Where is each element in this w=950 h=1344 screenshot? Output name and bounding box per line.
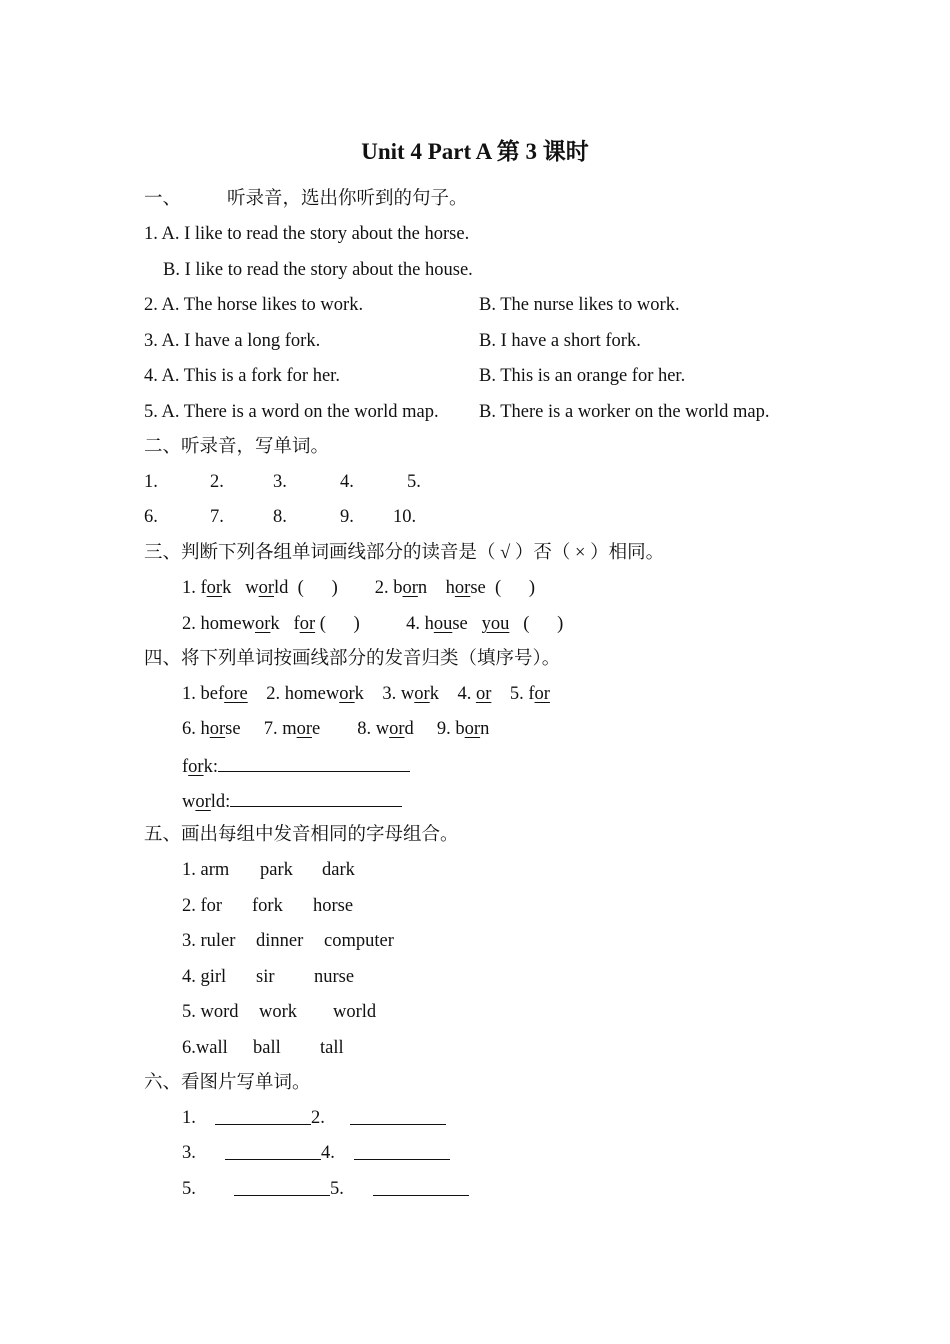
s2-num-7: 7. <box>210 507 224 527</box>
s2-num-4: 4. <box>340 472 354 492</box>
s4-word-8: 8. word <box>357 719 414 739</box>
section-6-heading: 六、看图片写单词。 <box>144 1073 311 1093</box>
page-title: Unit 4 Part A 第 3 课时 <box>361 139 589 164</box>
s3-q3-number: 2. <box>182 614 201 634</box>
s1-q4-option-b: B. This is an orange for her. <box>479 366 686 386</box>
s4-word-2: 2. homework <box>266 684 364 704</box>
s4-fork-blank[interactable] <box>218 753 410 772</box>
s3-row-1 <box>182 576 535 600</box>
s6-row-1-blank-wrap-2 <box>350 1106 446 1132</box>
s3-word-world: world <box>245 578 289 598</box>
section-1-instruction: 听录音，选出你听到的句子。 <box>227 189 468 209</box>
s2-num-10: 10. <box>393 507 417 527</box>
s3-word-horse: horse <box>445 578 486 598</box>
section-1-number: 一、 <box>144 189 182 209</box>
s5-group-4-word-3[interactable]: nurse <box>314 967 355 987</box>
s5-group-4-word-2[interactable]: sir <box>256 967 275 987</box>
s2-num-3: 3. <box>273 472 287 492</box>
s4-fork-label: fork: <box>182 757 218 777</box>
s5-group-1-word-2[interactable]: park <box>260 860 293 880</box>
s6-row-2-blank-wrap <box>225 1141 321 1167</box>
s4-word-5: 5. for <box>509 684 550 704</box>
s1-q3-option-a: 3. A. I have a long fork. <box>144 331 321 351</box>
s3-word-homework: homework <box>200 614 280 634</box>
s4-row-1 <box>182 682 550 706</box>
s6-blank-1[interactable] <box>215 1106 311 1125</box>
s4-word-1: 1. before <box>182 684 248 704</box>
s4-word-4: 4. or <box>457 684 492 704</box>
s3-answer-paren-4[interactable]: ( ) <box>523 614 564 634</box>
s6-row-2-blank-wrap-2 <box>354 1141 450 1167</box>
s4-world-blank[interactable] <box>230 788 402 807</box>
s5-group-6-word-3[interactable]: tall <box>320 1038 344 1058</box>
section-2-heading: 二、听录音，写单词。 <box>144 437 330 457</box>
s6-row-1-blank-wrap <box>215 1106 311 1132</box>
s6-blank-6[interactable] <box>373 1177 469 1196</box>
s5-group-5-word-1[interactable]: 5. word <box>182 1002 239 1022</box>
s5-group-5-word-2[interactable]: work <box>259 1002 298 1022</box>
s1-q2-option-a: 2. A. The horse likes to work. <box>144 295 364 315</box>
s3-answer-paren-2[interactable]: ( ) <box>495 578 536 598</box>
s6-blank-4[interactable] <box>354 1141 450 1160</box>
s5-group-6-word-2[interactable]: ball <box>253 1038 281 1058</box>
section-3-heading: 三、判断下列各组单词画线部分的读音是（ √ ）否（ × ）相同。 <box>144 543 665 563</box>
s5-group-6-word-1[interactable]: 6.wall <box>182 1038 228 1058</box>
s4-row-2 <box>182 717 489 741</box>
s5-group-3-word-1[interactable]: 3. ruler <box>182 931 236 951</box>
s1-q5-option-b: B. There is a worker on the world map. <box>479 402 770 422</box>
s6-num-1: 1. <box>182 1108 196 1128</box>
s6-row-3-blank-wrap <box>234 1177 330 1203</box>
s1-q1-option-b: B. I like to read the story about the house. <box>163 260 473 280</box>
s1-q1-option-a: 1. A. I like to read the story about the horse. <box>144 224 470 244</box>
s6-row-3-blank-wrap-2 <box>373 1177 469 1203</box>
s5-group-5-word-3[interactable]: world <box>333 1002 377 1022</box>
s5-group-2-word-3[interactable]: horse <box>313 896 354 916</box>
s6-num-6: 5. <box>330 1179 344 1199</box>
section-5-heading: 五、画出每组中发音相同的字母组合。 <box>144 825 459 845</box>
section-4-heading: 四、将下列单词按画线部分的发音归类（填序号）。 <box>144 649 561 669</box>
s2-num-2: 2. <box>210 472 224 492</box>
s2-num-9: 9. <box>340 507 354 527</box>
s4-word-3: 3. work <box>382 684 439 704</box>
s5-group-1-word-3[interactable]: dark <box>322 860 355 880</box>
s2-num-1: 1. <box>144 472 158 492</box>
s4-word-6: 6. horse <box>182 719 241 739</box>
section-1-heading <box>144 187 468 211</box>
s4-world-label: world: <box>182 792 231 812</box>
s3-word-fork: fork <box>200 578 232 598</box>
s3-q2-number: 2. <box>374 578 394 598</box>
s3-q1-number: 1. <box>182 578 201 598</box>
s3-word-for: for <box>293 614 316 634</box>
s5-group-2-word-1[interactable]: 2. for <box>182 896 223 916</box>
s6-num-3: 3. <box>182 1143 196 1163</box>
s6-blank-2[interactable] <box>350 1106 446 1125</box>
s5-group-1-word-1[interactable]: 1. arm <box>182 860 230 880</box>
s4-word-7: 7. more <box>263 719 321 739</box>
s4-fork-answer-line <box>182 753 410 779</box>
s6-blank-5[interactable] <box>234 1177 330 1196</box>
s3-word-house: house <box>424 614 468 634</box>
s6-num-4: 4. <box>321 1143 335 1163</box>
s1-q5-option-a: 5. A. There is a word on the world map. <box>144 402 439 422</box>
s5-group-3-word-2[interactable]: dinner <box>256 931 304 951</box>
s2-num-8: 8. <box>273 507 287 527</box>
s6-num-2: 2. <box>311 1108 325 1128</box>
s5-group-4-word-1[interactable]: 4. girl <box>182 967 227 987</box>
s1-q4-option-a: 4. A. This is a fork for her. <box>144 366 340 386</box>
s5-group-3-word-3[interactable]: computer <box>324 931 394 951</box>
s4-word-9: 9. born <box>436 719 490 739</box>
s5-group-2-word-2[interactable]: fork <box>252 896 283 916</box>
s3-answer-paren-3[interactable]: ( ) <box>319 614 360 634</box>
s6-num-5: 5. <box>182 1179 196 1199</box>
s1-q3-option-b: B. I have a short fork. <box>479 331 641 351</box>
s4-world-answer-line <box>182 788 402 814</box>
s3-answer-paren-1[interactable]: ( ) <box>297 578 338 598</box>
s2-num-5: 5. <box>407 472 421 492</box>
s1-q2-option-b: B. The nurse likes to work. <box>479 295 680 315</box>
s2-num-6: 6. <box>144 507 158 527</box>
s3-word-born: born <box>393 578 428 598</box>
s3-word-you: you <box>481 614 510 634</box>
s3-q4-number: 4. <box>406 614 425 634</box>
s3-row-2 <box>182 612 563 636</box>
s6-blank-3[interactable] <box>225 1141 321 1160</box>
